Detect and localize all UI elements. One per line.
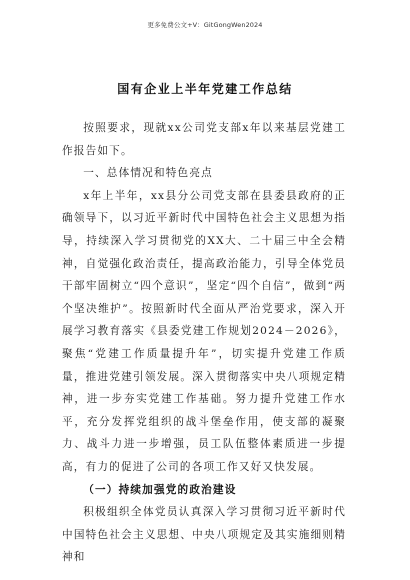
summary-paragraph: x年上半年，xx县分公司党支部在县委县政府的正确领导下，以习近平新时代中国特色社会主义思想为指导，持续深入学习贯彻党的XX大、二十届三中全会精神，自觉强化政治责任，提高政治能力，引导全体党员干部牢固树立“四个意识”，坚定“四个自信”，做到“两个坚决维护”。按照新时代全面从严治党要求，深入开展学习教育落实《县委党建工作规划2024－2026》，聚焦“党建工作质量提升年”，切实提升党建工作质量，推进党建引领发展。深入贯彻落实中央八项规定精神，进一步夯实党建工作基础。努力提升党建工作水平，充分发挥党组织的战斗堡垒作用，使支部的凝聚力、战斗力进一步增强，员工队伍整体素质进一步提高，有力的促进了公司的各项工作又好又快发展。 <box>62 189 346 473</box>
header-note: 更多免费公文+V：GitGongWen2024 <box>147 21 263 29</box>
intro-paragraph: 按照要求，现就xx公司党支部x年以来基层党建工作报告如下。 <box>62 122 346 157</box>
document-title: 国有企业上半年党建工作总结 <box>117 82 293 96</box>
section-heading: 一、总体情况和特色亮点 <box>83 167 213 180</box>
body-paragraph: 积极组织全体党员认真深入学习贯彻习近平新时代中国特色社会主义思想、中央八项规定及其实施细则精神和 <box>62 506 346 564</box>
document-body <box>62 117 346 569</box>
subsection-heading: （一）持续加强党的政治建设 <box>83 483 237 496</box>
